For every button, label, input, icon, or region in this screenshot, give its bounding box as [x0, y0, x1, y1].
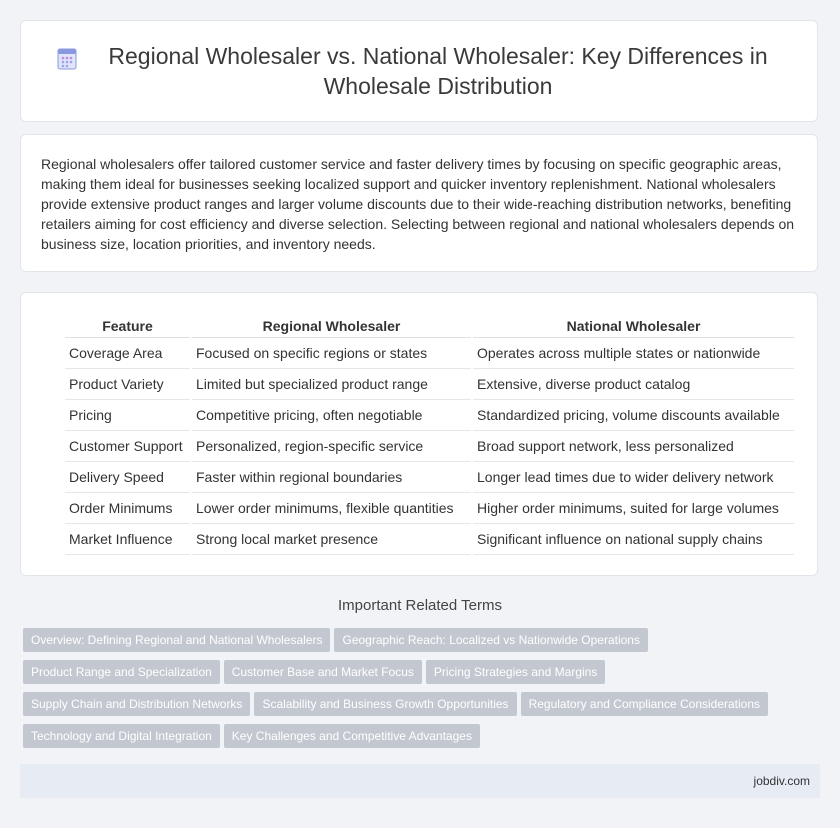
column-header-feature: Feature [65, 313, 190, 338]
footer-site-link[interactable]: jobdiv.com [753, 774, 810, 788]
footer [20, 764, 820, 798]
national-cell: Longer lead times due to wider delivery network [473, 462, 794, 493]
table-row [65, 524, 794, 555]
column-header-national: National Wholesaler [473, 313, 794, 338]
related-term-tag[interactable]: Overview: Defining Regional and National Wholesalers [23, 628, 330, 652]
regional-cell: Lower order minimums, flexible quantities [192, 493, 471, 524]
regional-cell: Personalized, region-specific service [192, 431, 471, 462]
feature-cell: Delivery Speed [65, 462, 190, 493]
regional-cell: Focused on specific regions or states [192, 338, 471, 369]
related-term-tag[interactable]: Regulatory and Compliance Considerations [521, 692, 768, 716]
related-term-tag[interactable]: Supply Chain and Distribution Networks [23, 692, 250, 716]
comparison-table [63, 313, 796, 555]
document-icon [55, 47, 79, 71]
feature-cell: Order Minimums [65, 493, 190, 524]
national-cell: Significant influence on national supply chains [473, 524, 794, 555]
feature-cell: Product Variety [65, 369, 190, 400]
related-term-tag[interactable]: Scalability and Business Growth Opportunities [254, 692, 516, 716]
table-row [65, 369, 794, 400]
header-card [20, 20, 818, 122]
page-title: Regional Wholesaler vs. National Wholesaler: Key Differences in Wholesale Distribution [108, 43, 768, 99]
regional-cell: Strong local market presence [192, 524, 471, 555]
national-cell: Standardized pricing, volume discounts available [473, 400, 794, 431]
national-cell: Extensive, diverse product catalog [473, 369, 794, 400]
related-terms-list [23, 628, 823, 756]
national-cell: Operates across multiple states or nationwide [473, 338, 794, 369]
national-cell: Broad support network, less personalized [473, 431, 794, 462]
comparison-card [20, 292, 818, 576]
table-header-row [65, 313, 794, 338]
table-row [65, 400, 794, 431]
national-cell: Higher order minimums, suited for large volumes [473, 493, 794, 524]
related-term-tag[interactable]: Geographic Reach: Localized vs Nationwide Operations [334, 628, 648, 652]
feature-cell: Market Influence [65, 524, 190, 555]
regional-cell: Faster within regional boundaries [192, 462, 471, 493]
regional-cell: Limited but specialized product range [192, 369, 471, 400]
related-term-tag[interactable]: Key Challenges and Competitive Advantages [224, 724, 480, 748]
regional-cell: Competitive pricing, often negotiable [192, 400, 471, 431]
table-row [65, 431, 794, 462]
related-term-tag[interactable]: Product Range and Specialization [23, 660, 220, 684]
intro-text: Regional wholesalers offer tailored customer service and faster delivery times by focusing on specific geographic areas, making them ideal for businesses seeking localized support and quicker inventory replenishment. National wholesalers provide extensive product ranges and larger volume discounts due to their wide-reaching distribution networks, benefiting retailers aiming for cost efficiency and diverse selection. Selecting between regional and national wholesalers depends on business size, location priorities, and inventory needs. [41, 156, 795, 252]
table-row [65, 493, 794, 524]
related-terms-title: Important Related Terms [338, 597, 502, 614]
table-row [65, 462, 794, 493]
column-header-regional: Regional Wholesaler [192, 313, 471, 338]
table-row [65, 338, 794, 369]
related-term-tag[interactable]: Technology and Digital Integration [23, 724, 220, 748]
feature-cell: Coverage Area [65, 338, 190, 369]
feature-cell: Customer Support [65, 431, 190, 462]
feature-cell: Pricing [65, 400, 190, 431]
intro-card [20, 134, 818, 272]
related-term-tag[interactable]: Pricing Strategies and Margins [426, 660, 605, 684]
related-term-tag[interactable]: Customer Base and Market Focus [224, 660, 422, 684]
